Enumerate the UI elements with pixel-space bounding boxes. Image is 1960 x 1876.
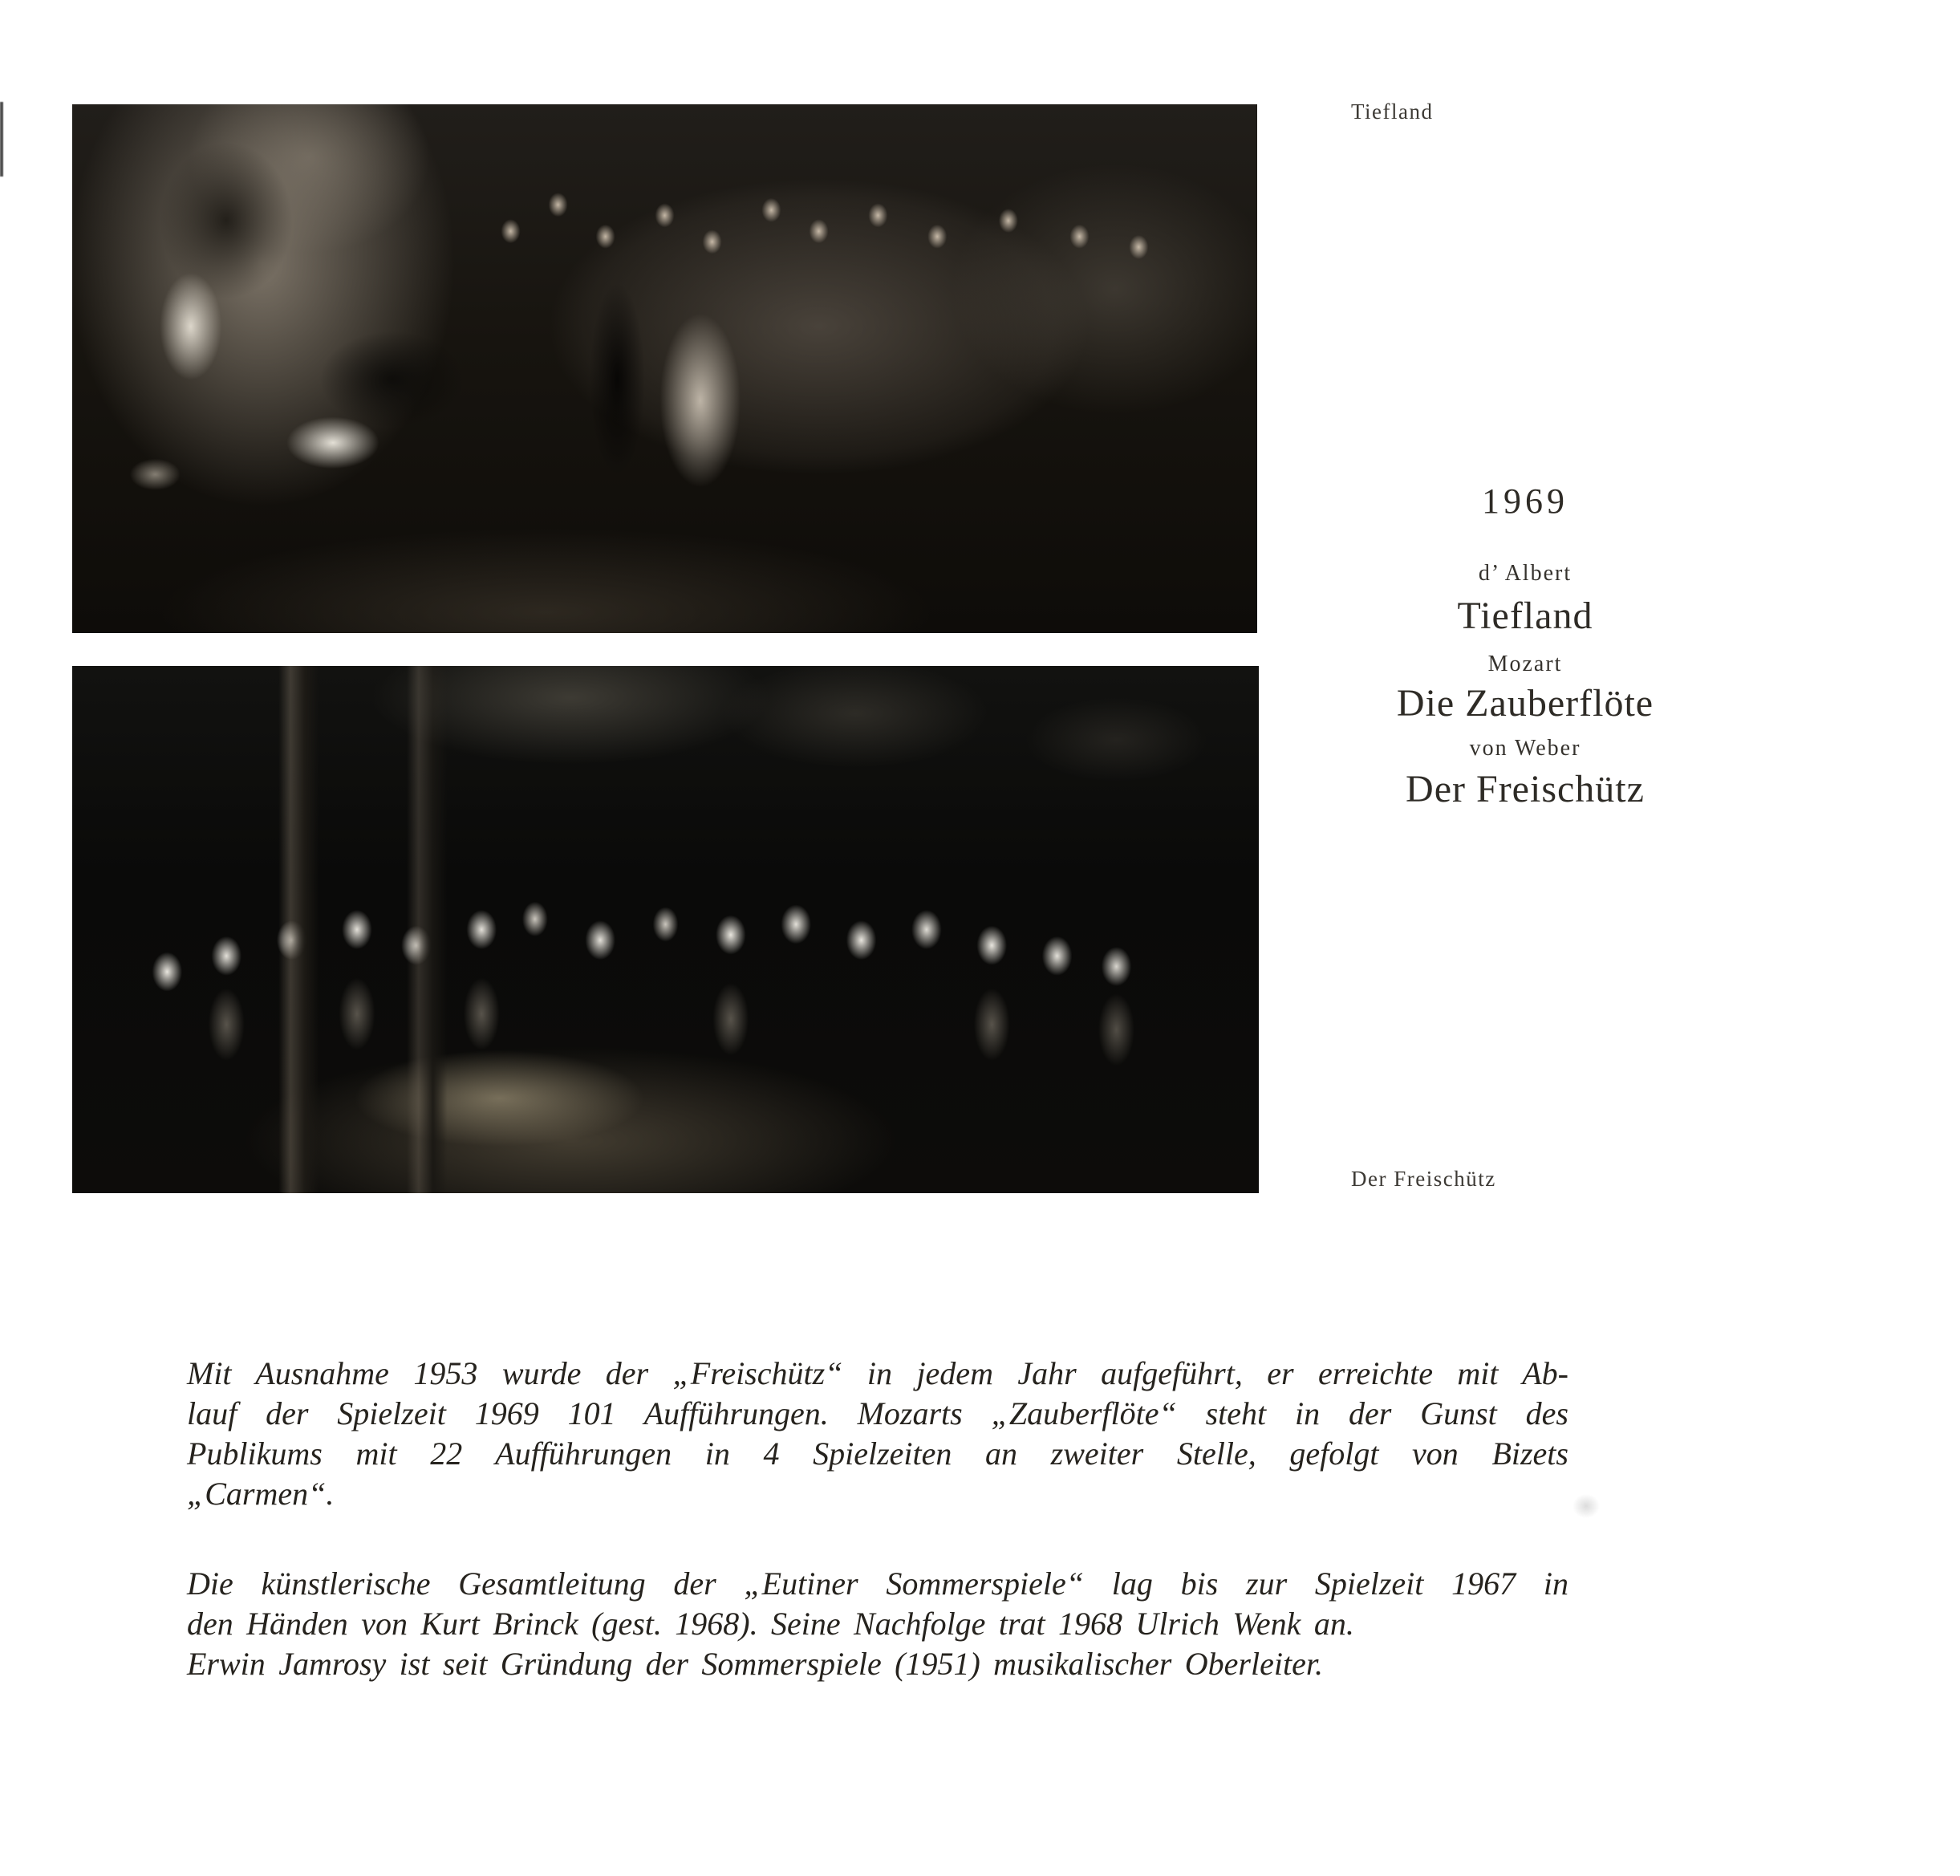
scan-artifact-line: [0, 102, 3, 177]
body-paragraph-1: [187, 1354, 1568, 1514]
freischuetz-stage-photo: [72, 666, 1259, 1193]
tiefland-stage-photo: [72, 104, 1257, 633]
photo-caption-freischuetz: Der Freischütz: [1351, 1167, 1496, 1191]
season-year: 1969: [1482, 481, 1568, 521]
text-line: Erwin Jamrosy ist seit Gründung der Sommerspiele (1951) musikalischer Oberleiter.: [187, 1646, 1323, 1682]
scan-smudge: [1572, 1494, 1600, 1518]
composer-name: von Weber: [1469, 736, 1581, 761]
text-line: den Händen von Kurt Brinck (gest. 1968). Seine Nachfolge trat 1968 Ulrich Wenk an.: [187, 1606, 1354, 1642]
text-line: Mit Ausnahme 1953 wurde der „Freischütz“ in jedem Jahr aufgeführt, er erreichte mit Ab-: [187, 1355, 1568, 1391]
opera-title: Der Freischütz: [1406, 768, 1645, 810]
body-paragraph-2: [187, 1564, 1568, 1684]
composer-name: d’ Albert: [1478, 561, 1572, 586]
text-line: Publikums mit 22 Aufführungen in 4 Spielzeiten an zweiter Stelle, gefolgt von Bizets: [187, 1435, 1568, 1472]
text-line: lauf der Spielzeit 1969 101 Aufführungen. Mozarts „Zauberflöte“ steht in der Gunst des: [187, 1395, 1568, 1431]
text-line: Die künstlerische Gesamtleitung der „Eutiner Sommerspiele“ lag bis zur Spielzeit 1967 in: [187, 1565, 1568, 1602]
text-line: „Carmen“.: [187, 1476, 335, 1512]
photo-caption-tiefland: Tiefland: [1351, 99, 1434, 124]
composer-name: Mozart: [1487, 652, 1563, 676]
opera-title: Die Zauberflöte: [1396, 682, 1654, 725]
opera-title: Tiefland: [1457, 595, 1593, 637]
